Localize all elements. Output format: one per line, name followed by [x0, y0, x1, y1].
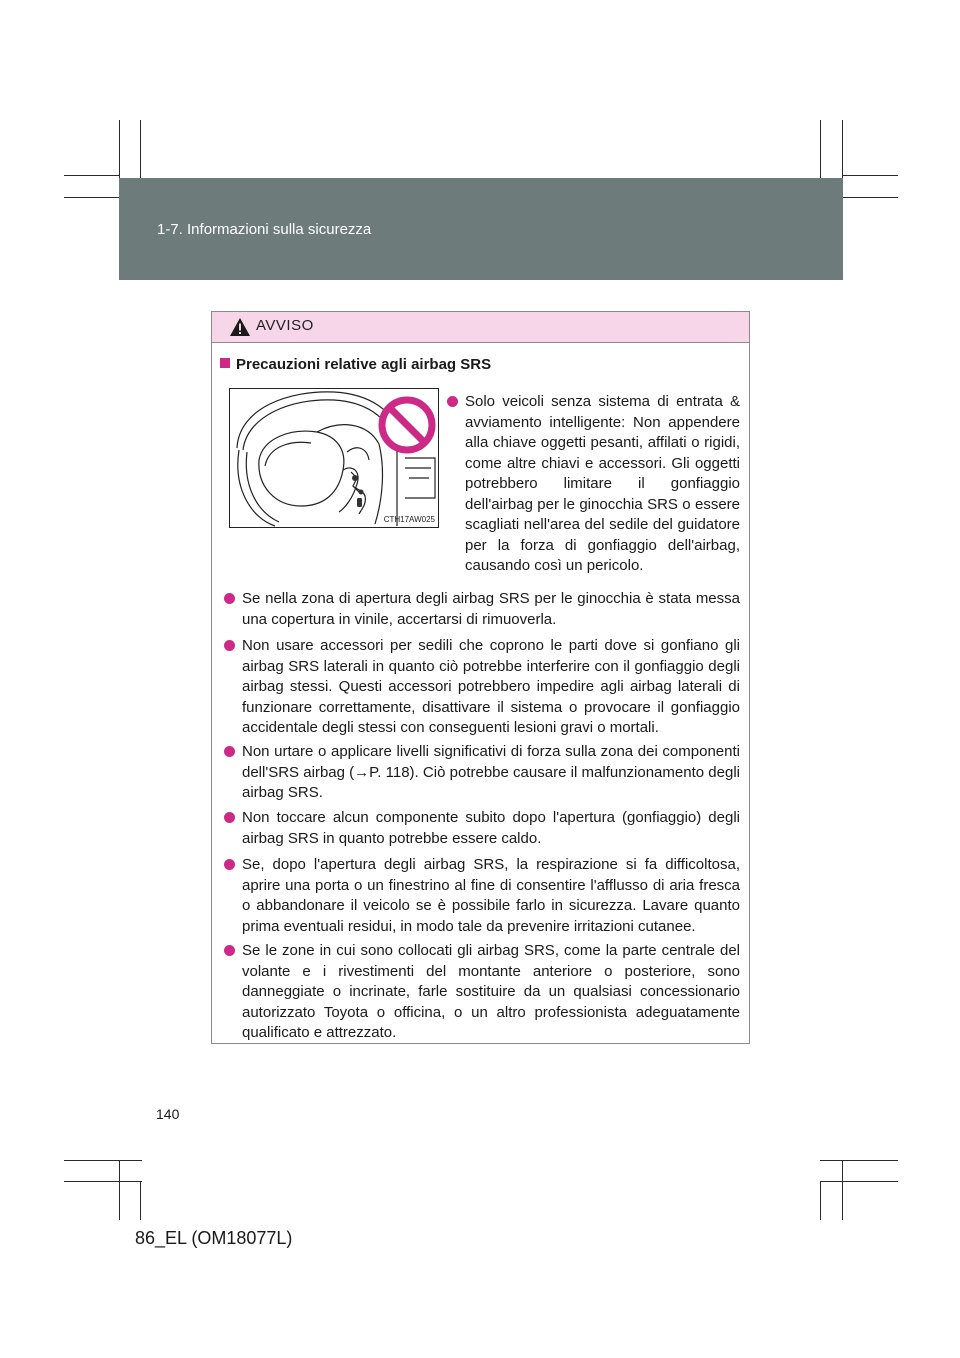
crop-mark [842, 1160, 843, 1220]
section-title: 1-7. Informazioni sulla sicurezza [157, 221, 372, 238]
list-item [242, 636, 740, 739]
bullet-dot-icon [224, 640, 235, 651]
list-item [242, 742, 740, 804]
crop-mark [820, 120, 821, 178]
crop-mark [820, 1160, 898, 1161]
list-item-text: Solo veicoli senza sistema di entrata & avviamento intelligente: Non appendere alla chiave oggetti pesanti, affilati o rigidi, come altre chiavi e accessori. Gli oggetti potrebbero limitare il gonfiaggio dell'airbag per le ginocchia SRS o essere scagliati nell'area del sedile del guidatore per la forza di gonfiaggio dell'airbag, causando così un pericolo. [465, 393, 740, 574]
warning-box [211, 311, 750, 1044]
list-item [242, 941, 740, 1044]
crop-mark [140, 120, 141, 178]
crop-mark [820, 1181, 898, 1182]
warning-triangle-icon [229, 317, 251, 337]
crop-mark [64, 175, 119, 176]
crop-mark [119, 120, 120, 178]
crop-mark [64, 1160, 142, 1161]
crop-mark [843, 175, 898, 176]
warning-title: AVVISO [256, 317, 314, 334]
list-item-text: Non usare accessori per sedili che coprono le parti dove si gonfiano gli airbag SRS laterali in quanto ciò potrebbe interferire con il gonfiaggio degli airbag stessi. Questi accessori potrebbero impedire agli airbag laterali di funzionare correttamente, disattivare il sistema o provocare il gonfiaggio accidentale degli stessi con conseguenti lesioni gravi o mortali. [242, 637, 740, 736]
list-item-text: Se, dopo l'apertura degli airbag SRS, la respirazione si fa difficoltosa, aprire una porta o un finestrino al fine di consentire l'afflusso di aria fresca o abbandonare il veicolo se è possibile farlo in sicurezza. Lavare quanto prima eventuali residui, in modo tale da prevenire irritazioni cutanee. [242, 856, 740, 935]
figure-code: CTH17AW025 [383, 515, 435, 524]
list-item-text: Se nella zona di apertura degli airbag SRS per le ginocchia è stata messa una copertura in vinile, accertarsi di rimuoverla. [242, 590, 740, 628]
crop-mark [119, 1160, 120, 1220]
list-item-text: Se le zone in cui sono collocati gli airbag SRS, come la parte centrale del volante e i rivestimenti del montante anteriore o posteriore, sono danneggiate o incrinate, farle sostituire da un qualsiasi concessionario autorizzato Toyota o officina, o un altro professionista adeguatamente qualificato e attrezzato. [242, 942, 740, 1041]
list-item-text: Non toccare alcun componente subito dopo l'apertura (gonfiaggio) degli airbag SRS in quanto potrebbe essere caldo. [242, 809, 740, 847]
list-item [242, 589, 740, 630]
warning-subtitle [220, 356, 491, 373]
bullet-dot-icon [224, 812, 235, 823]
list-item [242, 808, 740, 849]
crop-mark [820, 1181, 821, 1220]
bullet-dot-icon [224, 945, 235, 956]
crop-mark [843, 197, 898, 198]
document-code: 86_EL (OM18077L) [135, 1228, 293, 1248]
square-bullet-icon [220, 358, 230, 368]
steering-wheel-illustration [229, 388, 439, 528]
crop-mark [140, 1181, 141, 1220]
list-item [242, 855, 740, 937]
crop-mark [64, 197, 119, 198]
warning-subtitle-text: Precauzioni relative agli airbag SRS [236, 356, 492, 373]
page-number: 140 [156, 1106, 180, 1122]
crop-mark [64, 1181, 142, 1182]
bullet-dot-icon [224, 746, 235, 757]
bullet-dot-icon [224, 593, 235, 604]
bullet-dot-icon [447, 396, 458, 407]
crop-mark [842, 120, 843, 178]
list-item-text: Non urtare o applicare livelli significativi di forza sulla zona dei componenti dell'SRS airbag (→P. 118). Ciò potrebbe causare il malfunzionamento degli airbag SRS. [242, 743, 740, 801]
bullet-dot-icon [224, 859, 235, 870]
warning-header [212, 312, 749, 343]
list-item [465, 392, 740, 577]
